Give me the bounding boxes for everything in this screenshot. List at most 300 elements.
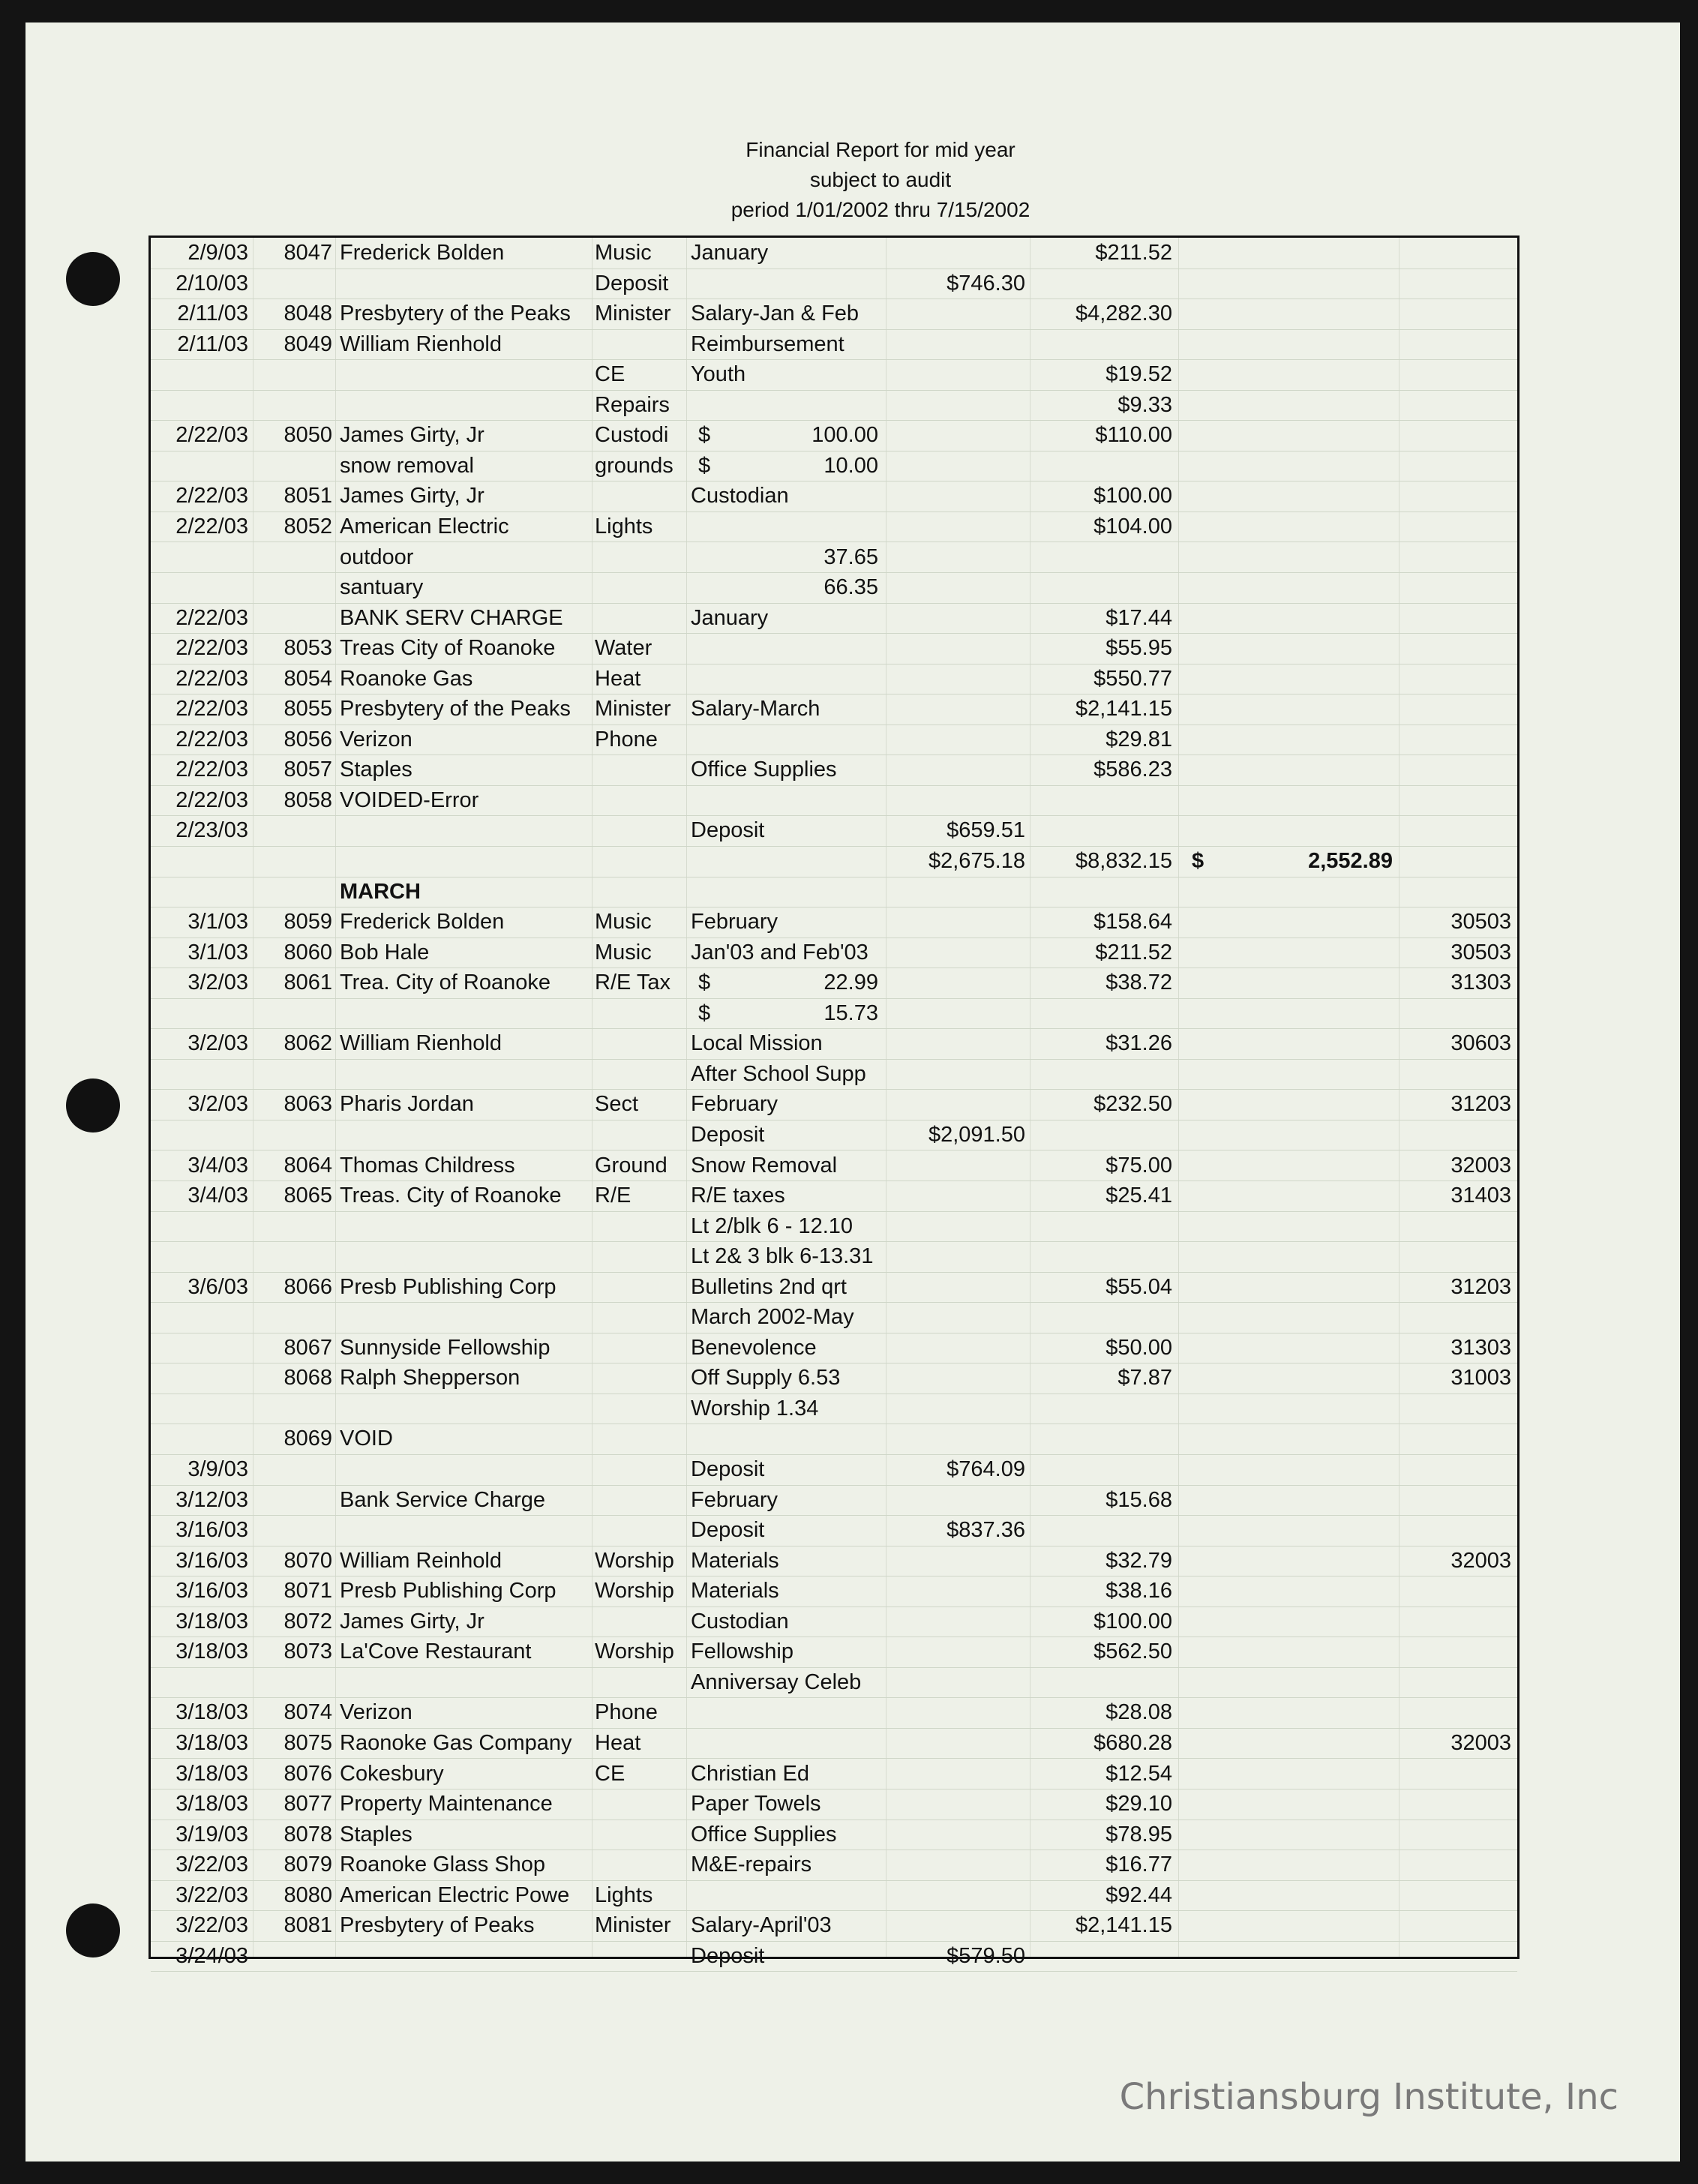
- expense-cell: $16.77: [1106, 1852, 1172, 1877]
- account-code-cell: [1402, 420, 1511, 450]
- description-cell: After School Supp: [691, 1061, 866, 1086]
- description-cell: Deposit: [691, 1943, 765, 1968]
- category-cell: Music: [595, 241, 652, 265]
- ledger-row: [151, 1546, 1517, 1577]
- check-number-cell: [256, 815, 332, 845]
- check-number-cell: [256, 359, 332, 389]
- ledger-row: [151, 512, 1517, 543]
- ledger-row: [151, 1667, 1517, 1699]
- category-cell: Heat: [595, 1730, 641, 1755]
- ledger-row: [151, 1728, 1517, 1760]
- expense-cell: [1033, 815, 1172, 845]
- payee-cell: Roanoke Gas: [340, 666, 473, 691]
- expense-cell: $211.52: [1095, 940, 1172, 964]
- category-cell: Custodi: [595, 423, 669, 448]
- payee-cell: Presbytery of the Peaks: [340, 302, 571, 326]
- account-code-cell: 31203: [1450, 1092, 1511, 1117]
- description-cell: Reimbursement: [691, 332, 844, 356]
- category-cell: [595, 785, 688, 815]
- description-cell: Deposit: [691, 818, 765, 843]
- category-cell: [595, 481, 688, 511]
- check-number-cell: 8050: [284, 423, 332, 448]
- account-code-cell: [1402, 664, 1511, 694]
- check-number-cell: 8047: [284, 241, 332, 265]
- account-code-cell: [1402, 268, 1511, 298]
- expense-cell: $4,282.30: [1075, 302, 1172, 326]
- ledger-row: [151, 481, 1517, 512]
- deposit-cell: $579.50: [946, 1943, 1025, 1968]
- description-amount-cell: 15.73: [824, 1000, 878, 1025]
- date-cell: 3/24/03: [176, 1943, 248, 1968]
- account-code-cell: [1402, 1120, 1511, 1150]
- ledger-row: [151, 1820, 1517, 1851]
- category-cell: Minister: [595, 1913, 671, 1938]
- category-cell: Worship: [595, 1579, 674, 1604]
- deposit-cell: [893, 1333, 1025, 1363]
- ledger-row: [151, 1241, 1517, 1273]
- ledger-row: [151, 359, 1517, 391]
- account-code-cell: [1402, 238, 1511, 268]
- payee-cell: Sunnyside Fellowship: [340, 1335, 550, 1360]
- account-code-cell: [1402, 815, 1511, 845]
- watermark: Christiansburg Institute, Inc: [1119, 2076, 1618, 2118]
- check-number-cell: [256, 1941, 332, 1971]
- ledger-row: [151, 815, 1517, 847]
- ledger-row: [151, 451, 1517, 482]
- check-number-cell: 8048: [284, 302, 332, 326]
- deposit-cell: $764.09: [946, 1457, 1025, 1481]
- payee-cell: American Electric: [340, 514, 509, 538]
- payee-cell: [340, 1120, 595, 1150]
- expense-cell: $100.00: [1094, 1609, 1172, 1634]
- deposit-cell: [893, 1424, 1025, 1454]
- date-cell: [151, 877, 248, 907]
- date-cell: 3/1/03: [188, 940, 248, 964]
- deposit-cell: [893, 1028, 1025, 1058]
- category-cell: Repairs: [595, 392, 670, 417]
- description-cell: February: [691, 910, 778, 934]
- deposit-cell: [893, 1150, 1025, 1180]
- deposit-cell: [893, 754, 1025, 784]
- category-cell: [595, 754, 688, 784]
- description-cell: [691, 1728, 877, 1758]
- payee-cell: snow removal: [340, 453, 474, 478]
- deposit-cell: $2,675.18: [928, 849, 1025, 873]
- description-cell: January: [691, 241, 769, 265]
- check-number-cell: 8066: [284, 1274, 332, 1299]
- category-cell: Ground: [595, 1153, 668, 1178]
- category-cell: Minister: [595, 697, 671, 722]
- date-cell: 2/22/03: [176, 484, 248, 508]
- ledger-row: [151, 1697, 1517, 1729]
- check-number-cell: 8071: [284, 1579, 332, 1604]
- deposit-cell: [893, 1667, 1025, 1697]
- check-number-cell: [256, 1394, 332, 1424]
- deposit-cell: [893, 1546, 1025, 1576]
- description-cell: Snow Removal: [691, 1153, 838, 1178]
- payee-cell: [340, 1211, 595, 1241]
- description-cell: Deposit: [691, 1122, 765, 1147]
- check-number-cell: [256, 572, 332, 602]
- payee-cell: Roanoke Glass Shop: [340, 1852, 546, 1877]
- ledger-row: [151, 1180, 1517, 1212]
- payee-cell: [340, 268, 595, 298]
- account-code-cell: [1402, 724, 1511, 754]
- ledger-row: [151, 603, 1517, 634]
- description-cell: Worship 1.34: [691, 1396, 819, 1420]
- date-cell: 3/4/03: [188, 1184, 248, 1208]
- date-cell: 3/18/03: [176, 1640, 248, 1664]
- date-cell: 2/22/03: [176, 758, 248, 782]
- ledger-row: [151, 1759, 1517, 1790]
- payee-cell: James Girty, Jr: [340, 423, 484, 448]
- check-number-cell: [256, 390, 332, 420]
- description-cell: M&E-repairs: [691, 1852, 812, 1877]
- payee-cell: James Girty, Jr: [340, 484, 484, 508]
- description-cell: Salary-April'03: [691, 1913, 832, 1938]
- check-number-cell: [256, 268, 332, 298]
- description-cell: Salary-March: [691, 697, 820, 722]
- expense-cell: [1033, 1667, 1172, 1697]
- deposit-cell: $2,091.50: [928, 1122, 1025, 1147]
- description-cell: Office Supplies: [691, 758, 837, 782]
- deposit-cell: [893, 1241, 1025, 1271]
- date-cell: 3/12/03: [176, 1487, 248, 1512]
- description-cell: Lt 2/blk 6 - 12.10: [691, 1214, 854, 1238]
- expense-cell: [1033, 1211, 1172, 1241]
- payee-cell: Property Maintenance: [340, 1792, 553, 1816]
- category-cell: Sect: [595, 1092, 639, 1117]
- date-cell: [151, 1120, 248, 1150]
- description-cell: Materials: [691, 1548, 779, 1573]
- description-cell: [691, 1424, 877, 1454]
- category-cell: [595, 1515, 688, 1545]
- category-cell: [595, 1059, 688, 1089]
- expense-cell: $38.72: [1106, 970, 1172, 995]
- payee-cell: Presbytery of the Peaks: [340, 697, 571, 722]
- date-cell: 2/9/03: [188, 241, 248, 265]
- deposit-cell: [893, 1211, 1025, 1241]
- date-cell: 3/22/03: [176, 1882, 248, 1907]
- payee-cell: William Rienhold: [340, 1031, 502, 1056]
- expense-cell: $25.41: [1106, 1184, 1172, 1208]
- category-cell: CE: [595, 362, 626, 387]
- ledger-row: [151, 1910, 1517, 1942]
- date-cell: 2/11/03: [177, 332, 248, 356]
- paper-page: [26, 22, 1680, 2162]
- account-code-cell: [1402, 1211, 1511, 1241]
- account-code-cell: 32003: [1450, 1548, 1511, 1573]
- date-cell: [151, 572, 248, 602]
- category-cell: [595, 572, 688, 602]
- description-cell: Christian Ed: [691, 1761, 809, 1786]
- ledger-row: [151, 1515, 1517, 1546]
- payee-cell: [340, 1667, 595, 1697]
- payee-cell: Pharis Jordan: [340, 1092, 474, 1117]
- deposit-cell: [893, 481, 1025, 511]
- check-number-cell: 8053: [284, 636, 332, 661]
- check-number-cell: 8080: [284, 1882, 332, 1907]
- check-number-cell: 8072: [284, 1609, 332, 1634]
- ledger-row: [151, 633, 1517, 664]
- check-number-cell: 8064: [284, 1153, 332, 1178]
- ledger-row: [151, 1394, 1517, 1425]
- expense-cell: $38.16: [1106, 1579, 1172, 1604]
- account-code-cell: [1402, 633, 1511, 663]
- category-cell: [595, 1606, 688, 1636]
- expense-cell: [1033, 572, 1172, 602]
- deposit-cell: [893, 1880, 1025, 1910]
- account-code-cell: 31003: [1450, 1366, 1511, 1390]
- date-cell: [151, 1424, 248, 1454]
- deposit-cell: [893, 694, 1025, 724]
- account-code-cell: [1402, 694, 1511, 724]
- payee-cell: Bank Service Charge: [340, 1487, 546, 1512]
- description-cell: [691, 633, 877, 663]
- category-cell: Lights: [595, 1882, 653, 1907]
- category-cell: Water: [595, 636, 652, 661]
- expense-cell: $92.44: [1106, 1882, 1172, 1907]
- date-cell: 3/16/03: [176, 1579, 248, 1604]
- check-number-cell: 8076: [284, 1761, 332, 1786]
- ledger-row: [151, 1211, 1517, 1243]
- expense-cell: [1033, 1424, 1172, 1454]
- ledger-row: [151, 1150, 1517, 1182]
- account-code-cell: [1402, 603, 1511, 633]
- check-number-cell: 8052: [284, 514, 332, 538]
- account-code-cell: [1402, 1302, 1511, 1332]
- description-cell: Fellowship: [691, 1640, 794, 1664]
- deposit-cell: [893, 1394, 1025, 1424]
- ledger-row: [151, 238, 1517, 269]
- expense-cell: $32.79: [1106, 1548, 1172, 1573]
- ledger-row: [151, 968, 1517, 999]
- payee-cell: [340, 1454, 595, 1484]
- ledger-row: [151, 572, 1517, 604]
- payee-cell: Staples: [340, 1822, 412, 1846]
- deposit-cell: [893, 1363, 1025, 1393]
- deposit-cell: [893, 907, 1025, 937]
- description-cell: Materials: [691, 1579, 779, 1604]
- ledger-row: [151, 1636, 1517, 1668]
- account-code-cell: [1402, 1636, 1511, 1666]
- deposit-cell: [893, 603, 1025, 633]
- description-amount-cell: 10.00: [824, 453, 878, 478]
- date-cell: 3/22/03: [176, 1852, 248, 1877]
- payee-cell: Thomas Childress: [340, 1153, 515, 1178]
- payee-cell: Verizon: [340, 1700, 412, 1725]
- date-cell: [151, 1302, 248, 1332]
- check-number-cell: [256, 877, 332, 907]
- expense-cell: [1033, 1241, 1172, 1271]
- description-cell: [691, 877, 877, 907]
- ledger-row: [151, 329, 1517, 361]
- payee-cell: Bob Hale: [340, 940, 430, 964]
- payee-cell: Ralph Shepperson: [340, 1366, 520, 1390]
- category-cell: [595, 542, 688, 572]
- date-cell: 2/22/03: [176, 605, 248, 630]
- expense-cell: $158.64: [1094, 910, 1172, 934]
- expense-cell: $2,141.15: [1075, 697, 1172, 722]
- ledger-row: [151, 1333, 1517, 1364]
- account-code-cell: [1402, 1880, 1511, 1910]
- account-code-cell: [1402, 451, 1511, 481]
- date-cell: 2/22/03: [176, 423, 248, 448]
- category-cell: R/E Tax: [595, 970, 671, 995]
- payee-cell: VOID: [340, 1426, 393, 1451]
- description-cell: Anniversay Celeb: [691, 1670, 862, 1694]
- payee-cell: William Rienhold: [340, 332, 502, 356]
- account-code-cell: [1402, 1820, 1511, 1850]
- account-code-cell: 30503: [1450, 940, 1511, 964]
- deposit-cell: [893, 1272, 1025, 1302]
- ledger-row: [151, 1880, 1517, 1912]
- deposit-cell: $837.36: [946, 1518, 1025, 1543]
- payee-cell: Treas City of Roanoke: [340, 636, 556, 661]
- payee-cell: Presbytery of Peaks: [340, 1913, 535, 1938]
- description-amount-cell: 22.99: [824, 970, 878, 995]
- report-title: Financial Report for mid year: [746, 138, 1016, 161]
- expense-cell: [1033, 1394, 1172, 1424]
- ledger-row: [151, 1120, 1517, 1151]
- check-number-cell: 8081: [284, 1913, 332, 1938]
- deposit-cell: [893, 1485, 1025, 1515]
- description-amount-cell: 37.65: [824, 544, 878, 569]
- account-code-cell: 31403: [1450, 1184, 1511, 1208]
- category-cell: Heat: [595, 666, 641, 691]
- ledger-row: [151, 268, 1517, 300]
- account-code-cell: 30503: [1450, 910, 1511, 934]
- description-cell: [691, 1880, 877, 1910]
- ledger-row: [151, 1059, 1517, 1090]
- expense-cell: $15.68: [1106, 1487, 1172, 1512]
- account-code-cell: [1402, 1759, 1511, 1789]
- expense-cell: [1033, 1120, 1172, 1150]
- ledger-row: [151, 877, 1517, 908]
- payee-cell: [340, 1241, 595, 1271]
- description-cell: February: [691, 1092, 778, 1117]
- deposit-cell: [893, 998, 1025, 1028]
- deposit-cell: [893, 938, 1025, 968]
- description-cell: Local Mission: [691, 1031, 823, 1056]
- account-code-cell: [1402, 1515, 1511, 1545]
- account-code-cell: [1402, 572, 1511, 602]
- payee-cell: American Electric Powe: [340, 1882, 570, 1907]
- date-cell: 3/18/03: [176, 1700, 248, 1725]
- check-number-cell: 8068: [284, 1366, 332, 1390]
- payee-cell: [340, 815, 595, 845]
- account-code-cell: [1402, 846, 1511, 876]
- expense-cell: $104.00: [1094, 514, 1172, 538]
- account-code-cell: [1402, 1394, 1511, 1424]
- payee-cell: [340, 846, 595, 876]
- deposit-cell: [893, 329, 1025, 359]
- check-number-cell: 8078: [284, 1822, 332, 1846]
- expense-cell: [1033, 268, 1172, 298]
- deposit-cell: [893, 1059, 1025, 1089]
- date-cell: 3/4/03: [188, 1153, 248, 1178]
- date-cell: 3/1/03: [188, 910, 248, 934]
- date-cell: 2/22/03: [176, 514, 248, 538]
- date-cell: 3/2/03: [188, 1092, 248, 1117]
- date-cell: 2/22/03: [176, 636, 248, 661]
- binder-hole-middle: [66, 1078, 120, 1132]
- date-cell: [151, 1363, 248, 1393]
- deposit-cell: $659.51: [946, 818, 1025, 843]
- payee-cell: Frederick Bolden: [340, 241, 505, 265]
- ledger-row: [151, 846, 1517, 878]
- expense-cell: [1033, 1454, 1172, 1484]
- description-cell: [691, 512, 877, 542]
- check-number-cell: [256, 846, 332, 876]
- deposit-cell: [893, 1850, 1025, 1880]
- deposit-cell: [893, 512, 1025, 542]
- expense-cell: [1033, 1941, 1172, 1971]
- date-cell: 3/2/03: [188, 970, 248, 995]
- category-cell: [595, 998, 688, 1028]
- deposit-cell: [893, 1636, 1025, 1666]
- payee-cell: MARCH: [340, 879, 421, 904]
- account-code-cell: 32003: [1450, 1730, 1511, 1755]
- deposit-cell: [893, 359, 1025, 389]
- category-cell: [595, 603, 688, 633]
- check-number-cell: [256, 542, 332, 572]
- deposit-cell: [893, 877, 1025, 907]
- expense-cell: $28.08: [1106, 1700, 1172, 1725]
- description-cell: Paper Towels: [691, 1792, 821, 1816]
- date-cell: [151, 1333, 248, 1363]
- description-amount-cell: 100.00: [812, 423, 878, 448]
- ledger-row: [151, 1789, 1517, 1820]
- payee-cell: Raonoke Gas Company: [340, 1730, 572, 1755]
- payee-cell: Presb Publishing Corp: [340, 1274, 556, 1299]
- check-number-cell: 8058: [284, 788, 332, 812]
- check-number-cell: [256, 1485, 332, 1515]
- payee-cell: [340, 1059, 595, 1089]
- ledger-row: [151, 1454, 1517, 1486]
- report-period: period 1/01/2002 thru 7/15/2002: [730, 198, 1030, 221]
- ledger-row: [151, 298, 1517, 330]
- expense-cell: $50.00: [1106, 1335, 1172, 1360]
- check-number-cell: 8056: [284, 727, 332, 752]
- expense-cell: [1033, 1059, 1172, 1089]
- account-code-cell: 30603: [1450, 1031, 1511, 1056]
- date-cell: 3/2/03: [188, 1031, 248, 1056]
- ledger-row: [151, 754, 1517, 786]
- expense-cell: [1033, 542, 1172, 572]
- category-cell: [595, 1272, 688, 1302]
- check-number-cell: 8069: [284, 1426, 332, 1451]
- description-cell: March 2002-May: [691, 1305, 854, 1330]
- category-cell: [595, 846, 688, 876]
- description-cell: Bulletins 2nd qrt: [691, 1274, 847, 1299]
- expense-cell: $55.04: [1106, 1274, 1172, 1299]
- account-code-cell: [1402, 359, 1511, 389]
- account-code-cell: [1402, 1941, 1511, 1971]
- expense-cell: [1033, 329, 1172, 359]
- description-cell: Deposit: [691, 1518, 765, 1543]
- expense-cell: $55.95: [1106, 636, 1172, 661]
- description-cell: [691, 846, 877, 876]
- date-cell: 2/22/03: [176, 727, 248, 752]
- account-code-cell: [1402, 1667, 1511, 1697]
- description-cell: [691, 724, 877, 754]
- description-cell: Off Supply 6.53: [691, 1366, 841, 1390]
- expense-cell: $562.50: [1094, 1640, 1172, 1664]
- payee-cell: [340, 1302, 595, 1332]
- date-cell: [151, 1667, 248, 1697]
- description-currency-cell: $: [698, 970, 711, 995]
